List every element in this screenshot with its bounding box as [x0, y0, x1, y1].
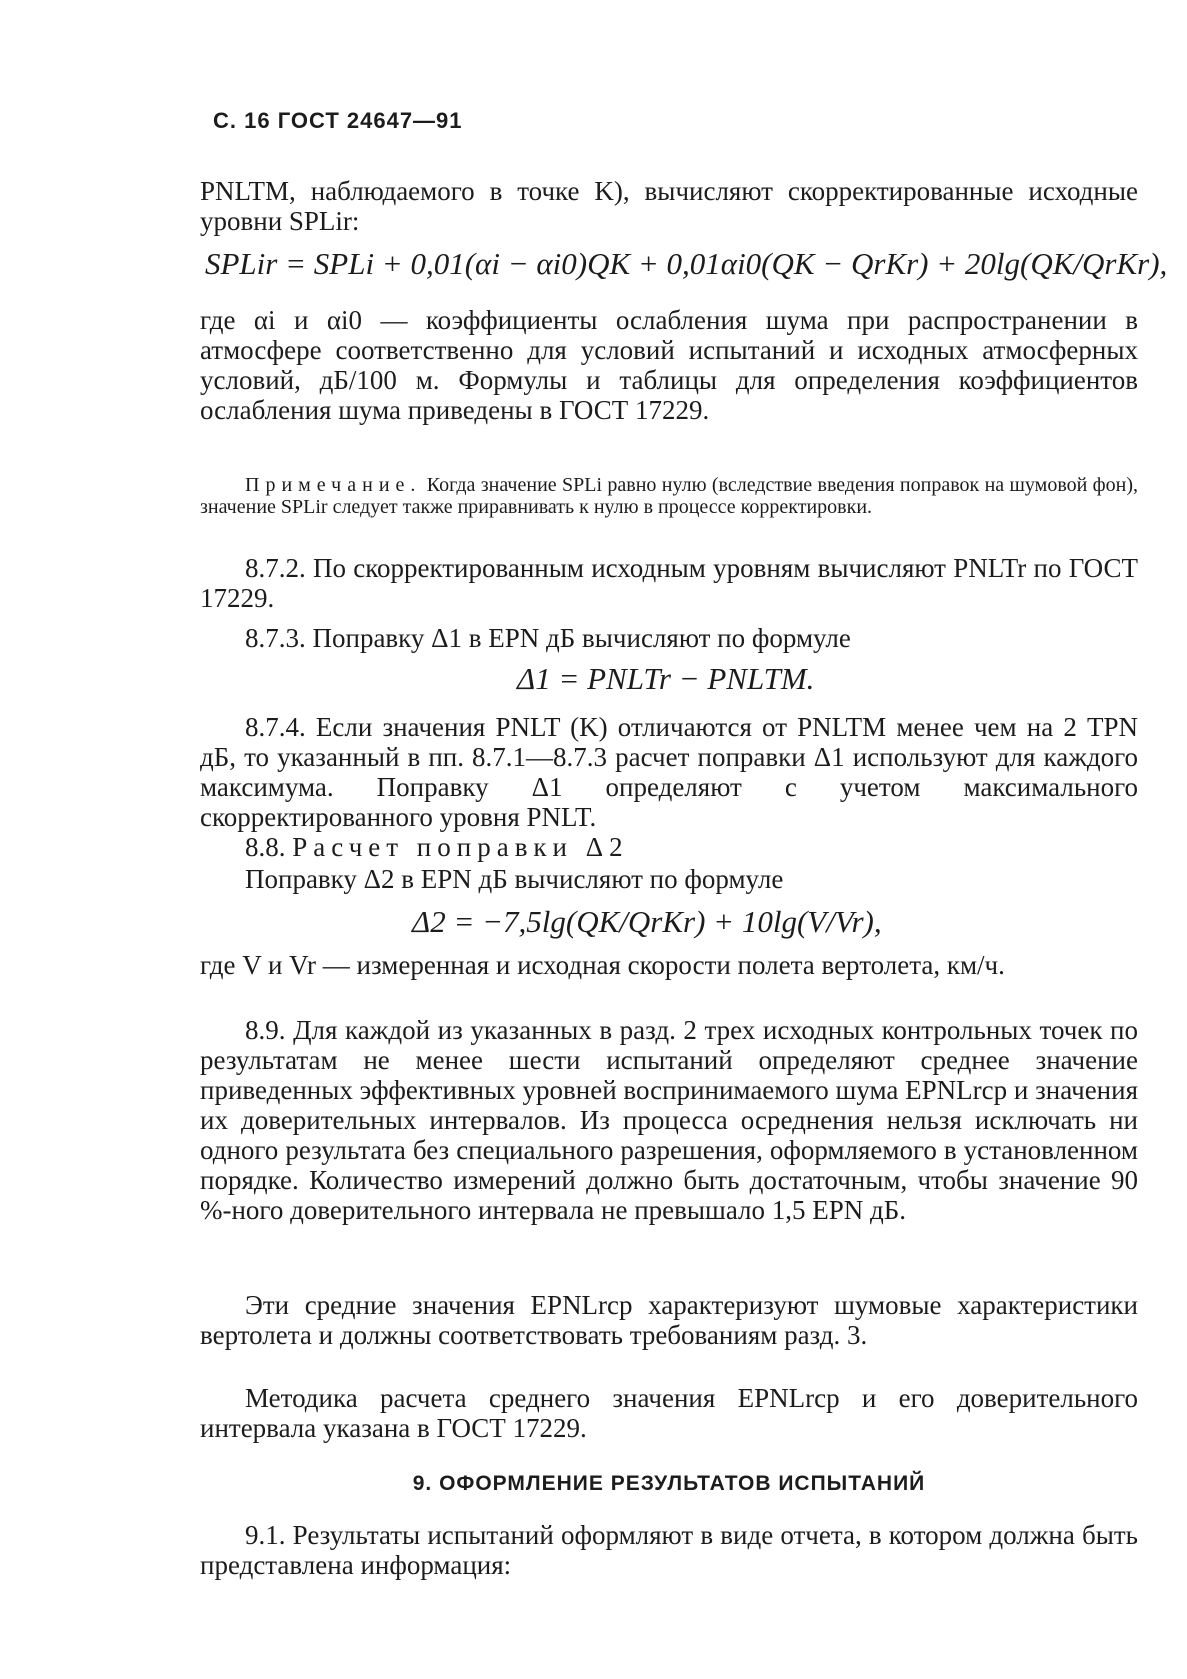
paragraph-alpha-definition: где αi и αi0 — коэффициенты ослабления шума при распространении в атмосфере соответственно для условий испытаний и исходных атмосферных условий, дБ/100 м. Формулы и таблицы для определения коэффициентов ослабления шума приведены в ГОСТ 17229.: [200, 305, 1138, 425]
clause-title-88: Расчет поправки Δ2: [292, 832, 629, 862]
paragraph-91: 9.1. Результаты испытаний оформляют в виде отчета, в котором должна быть представлена информация:: [200, 1520, 1138, 1580]
formula-splir: SPLir = SPLi + 0,01(αi − αi0)QK + 0,01αi0(QK − QrKr) + 20lg(QK/QrKr),: [205, 246, 1168, 281]
clause-number-88: 8.8.: [245, 832, 286, 862]
paragraph-88-text: Поправку Δ2 в EPN дБ вычисляют по формуле: [245, 864, 784, 894]
paragraph-88-where: где V и Vr — измеренная и исходная скорости полета вертолета, км/ч.: [200, 950, 1005, 980]
paragraph-872: 8.7.2. По скорректированным исходным уровням вычисляют PNLTr по ГОСТ 17229.: [200, 553, 1138, 613]
paragraph-88-heading: [200, 832, 1138, 862]
note-label: Примечание.: [245, 474, 422, 496]
paragraph-89-b: Эти средние значения EPNLrср характеризуют шумовые характеристики вертолета и должны соответствовать требованиям разд. 3.: [200, 1290, 1138, 1350]
note-text: Когда значение SPLi равно нулю (вследствие введения поправок на шумовой фон), значение SPLir следует также приравнивать к нулю в процессе корректировки.: [200, 474, 1139, 518]
page-header: С. 16 ГОСТ 24647—91: [213, 108, 463, 133]
paragraph-871-continuation: PNLTM, наблюдаемого в точке K), вычисляют скорректированные исходные уровни SPLir:: [200, 176, 1138, 236]
note: [200, 474, 1138, 518]
paragraph-874: 8.7.4. Если значения PNLT (K) отличаются от PNLTM менее чем на 2 TPN дБ, то указанный в пп. 8.7.1—8.7.3 расчет поправки Δ1 используют для каждого максимума. Поправку Δ1 определяют с учетом максимального скорректированного уровня PNLT.: [200, 712, 1138, 832]
formula-delta1: Δ1 = PNLTr − PNLTM.: [517, 661, 815, 696]
section-9-heading: 9. ОФОРМЛЕНИЕ РЕЗУЛЬТАТОВ ИСПЫТАНИЙ: [412, 1472, 926, 1495]
paragraph-89: 8.9. Для каждой из указанных в разд. 2 трех исходных контрольных точек по результатам не менее шести испытаний определяют среднее значение приведенных эффективных уровней воспринимаемого шума EPNLrср и значения их доверительных интервалов. Из процесса осреднения нельзя исключать ни одного результата без специального разрешения, оформляемого в установленном порядке. Количество измерений должно быть достаточным, чтобы значение 90 %-ного доверительного интервала не превышало 1,5 EPN дБ.: [200, 1015, 1138, 1225]
paragraph-873: 8.7.3. Поправку Δ1 в EPN дБ вычисляют по формуле: [245, 623, 851, 653]
paragraph-89-c: Методика расчета среднего значения EPNLrср и его доверительного интервала указана в ГОСТ 17229.: [200, 1383, 1138, 1443]
formula-delta2: Δ2 = −7,5lg(QK/QrKr) + 10lg(V/Vr),: [412, 904, 882, 939]
